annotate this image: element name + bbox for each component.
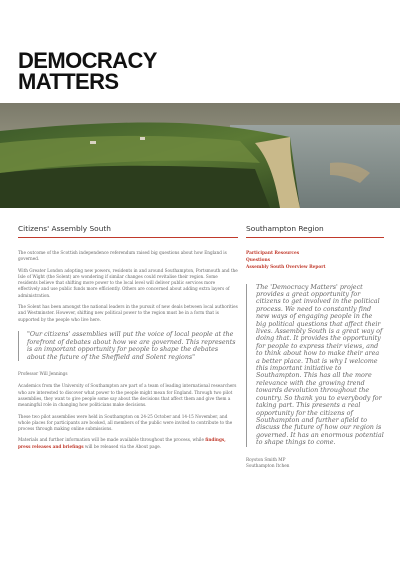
findings-link[interactable]: findings, press releases and briefings: [18, 437, 226, 449]
closing-text-after: will be released via the About page.: [83, 443, 162, 449]
intro-paragraph: The outcome of the Scottish independence referendum raised big questions about how England is governed.: [18, 250, 227, 262]
logo-line-2: MATTERS: [18, 69, 119, 94]
link-questions[interactable]: Questions: [246, 258, 271, 264]
link-overview-report[interactable]: Assembly South Overview Report: [246, 265, 326, 271]
right-column: [246, 224, 384, 469]
pull-quote: "Our citizens' assemblies will put the voice of local people at the forefront of debates about how we are governed. This represents is an important opportunity for people to shape the debates about the future of the Sheffield and Solent regions": [18, 331, 238, 361]
link-participant-resources[interactable]: Participant Resources: [246, 251, 300, 256]
closing-text-before: Materials and further information will be made available throughout the process, while: [18, 437, 206, 443]
hero-landscape-image: [0, 103, 400, 208]
body-paragraph: These two pilot assemblies were held in Southampton on 24-25 October and 14-15 November, and whole places for participants are booked, all members of the public were invited to contribute to the process through making online submissions.: [18, 413, 233, 432]
signature-role: Southampton Itchen: [246, 462, 290, 468]
left-column: [18, 224, 238, 455]
logo-line-1: DEMOCRACY: [18, 48, 157, 73]
quote-author: Professor Will Jennings: [18, 371, 68, 377]
resource-links: [246, 250, 384, 272]
mp-quote: The 'Democracy Matters' project provides a great opportunity for citizens to get involved in the political process. We need to constantly find new ways of engaging people in the big political questions that affect their lives. Assembly South is a great way of doing that. It provides the opportunity for people to express their views, and to think about how to make their area a better place. That is why I welcome this important initiative to Southampton. This has all the more relevance with the growing trend towards devolution throughout the country. So thank you to everybody for taking part. This presents a real opportunity for the citizens of Southampton and further afield to discuss the future of how our region is governed. It has an enormous potential to shape things to come.: [246, 284, 384, 447]
democracy-matters-logo[interactable]: [18, 50, 218, 92]
section-heading-citizens-assembly: Citizens' Assembly South: [18, 224, 238, 238]
closing-paragraph: [18, 437, 238, 450]
body-paragraph: Academics from the University of Southampton are part of a team of leading international researchers who are interested to discover what power to the people might mean for England. Through two pilot assemblies, they want to give people some say about the decisions that affect them and give them a meaningful role in changing how politicians make decisions.: [18, 383, 237, 408]
signature-name: Royston Smith MP: [246, 456, 286, 462]
section-heading-southampton-region: Southampton Region: [246, 224, 384, 238]
body-paragraph: With Greater London adopting new powers, residents in and around Southampton, Portsmouth and the Isle of Wight (the Solent) are wondering if similar changes could revitalise their region. Some residents believe that shifting more power to the local level will deliver public services more effectively and use public funds more efficiently. Others are concerned about adding extra layers of administration.: [18, 267, 238, 298]
body-paragraph: The Solent has been amongst the national leaders in the pursuit of new deals between local authorities and Westminster. However, shifting new political power to the region must be in a form that is supported by the people who live here.: [18, 304, 238, 322]
